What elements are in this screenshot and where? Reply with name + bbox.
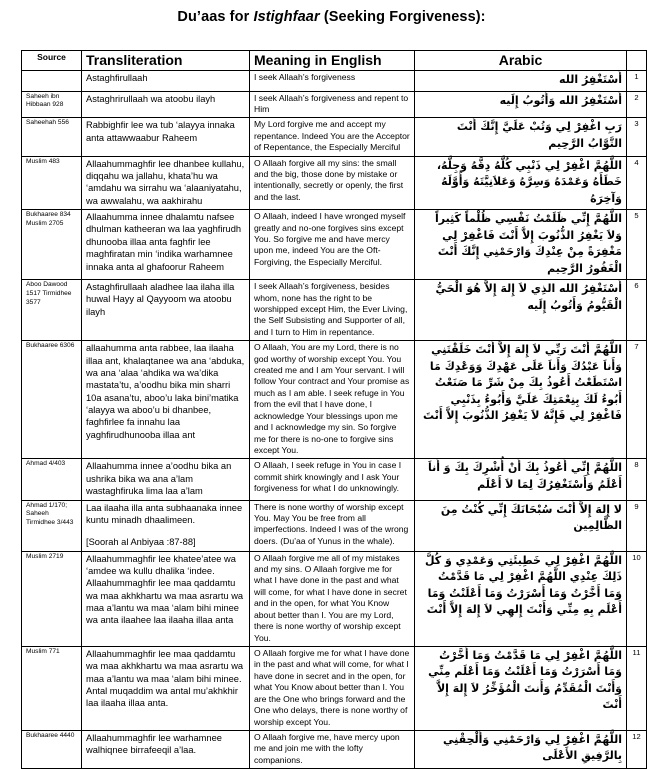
cell-arabic: اللَّهُمَّ اغْفِرْ لِي مَا قَدَّمْتُ وَمَا أَخَّرْتُ وَمَا أَسْرَرْتُ وَمَا أَعْلَنْتُ وَمَا أَعْلَم مِنِّي وَأَنْتَ الْمُقَدِّمُ وَأَنتَ الْمُؤَخِّرُ لاَ إِلهَ إِلاَّ أَنْتَ: [415, 646, 627, 730]
column-header-number: [627, 51, 647, 71]
cell-arabic: اللَّهُمَّ اغْفِرْ لِي ذَنْبِي كُلَّهُ دِقَّهُ وَجِلَّهُ، خَطَأَهُ وَعَمْدَهُ وَسِرَّهُ وَعَلاَنِيَّتَهُ وَأَوَّلَهُ وَآخِرَهُ: [415, 156, 627, 210]
cell-meaning: O Allaah forgive me all of my mistakes and my sins. O Allaah forgive me for what I have done in the past and what will come, for what I have done in secret and in the open, for what You Know about better than I. You are my Lord, there is none worthy of worship except You.: [250, 551, 415, 646]
cell-transliteration: allaahumma anta rabbee, laa ilaaha illaa ant, khalaqtanee wa ana ‘abduka, wa ana ‘alaa ‘ahdika wa wa’dika mastata’tu, a’oodhu bika min sharri 10a asana’tu, aboo’u laka bini’matika ‘alayya wa aboo’u bi dhanbee, faghfirlee fa innahu laa yaghfirudhunooba illaa ant: [82, 341, 250, 459]
cell-source: Ahmad 1/170; Saheeh Tirmidhee 3/443: [22, 500, 82, 551]
cell-transliteration: Rabbighfir lee wa tub ‘alayya innaka anta attawwaabur Raheem: [82, 118, 250, 156]
page-title-italic: Istighfaar: [253, 9, 320, 25]
cell-row-number: 4: [627, 156, 647, 210]
cell-arabic: اللَّهُمَّ إِنِّي أَعُوذُ بِكَ أَنْ أُشْرِكَ بِكَ وَ أَناَ أَعْلَمُ وَأَسْتَغْفِرُكَ لِمَا لاَ أَعْلَم: [415, 459, 627, 500]
cell-arabic: رَبِ اغْفِرْ لِي وَتُبْ عَلَيَّ إِنَّكَ أَنْتَ التَّوَّابُ الرَّحِيم: [415, 118, 627, 156]
cell-arabic: أَسْتَغْفِرُ الله الذِي لاَ إِلهَ إِلاَّ هُوَ الْحَيُّ الْقَيُّومُ وَأَتُوبُ إِلَيه: [415, 280, 627, 341]
cell-transliteration: Astaghrirullaah wa atoobu ilayh: [82, 91, 250, 118]
page-title-prefix: Du’aas for: [177, 9, 254, 25]
cell-row-number: 1: [627, 71, 647, 92]
spacer: [86, 526, 245, 536]
cell-source: Bukhaaree 834 Muslim 2705: [22, 210, 82, 280]
cell-arabic: اللَّهُمَّ إِنِّي ظَلَمْتُ نَفْسِي ظُلْماً كَثِيراً وَلاَ يَغْفِرُ الذُّنُوبَ إِلاَّ أَنْتَ فَاغْفِرْ لِي مَغْفِرَةً مِنْ عِنْدِكَ وَارْحَمْنِي إِنَّكَ أَنْتَ الْغَفُورُ الرَّحِيم: [415, 210, 627, 280]
cell-meaning: O Allaah, indeed I have wronged myself greatly and no-one forgives sins except You. So forgive me and have mercy upon me, indeed You are the Oft-Forgiving, the Especially Merciful.: [250, 210, 415, 280]
column-header-meaning: Meaning in English: [250, 51, 415, 71]
cell-source: Saheeh ibn Hibbaan 928: [22, 91, 82, 118]
cell-source: Bukhaaree 4440: [22, 730, 82, 768]
cell-transliteration: Allaahummaghfir lee dhanbee kullahu, diqqahu wa jallahu, khata’hu wa ‘amdahu wa sirrahu wa ‘alaaniyatahu, wa awwalahu, wa aakhirahu: [82, 156, 250, 210]
cell-arabic: اللَّهُمَّ أَنْتَ رَبِّي لاَ إِلهَ إِلاَّ أَنْتَ خَلَقْتَنِي وَأَناَ عَبْدُكَ وَأَناَ عَلَى عَهْدِكَ وَوَعْدِكَ مَا اسْتَطَعْتُ أَعُوذُ بِكَ مِنْ شَرِّ مَا صَنَعْتُ أَبُوءُ لَكَ بِنِعْمَتِكَ عَلَيَّ وَأَبُوءُ بِذَنْبِي فَاغْفِرْ لِي فَإِنَّهُ لاَ يَغْفِرُ الذُّنُوبَ إِلاَّ أَنْتَ: [415, 341, 627, 459]
cell-arabic: لا إِلهَ إِلاَّ أَنْتَ سُبْحَانَكَ إِنِّي كُنْتُ مِنَ الظَّالِمِين: [415, 500, 627, 551]
cell-meaning: O Allaah forgive me for what I have done in the past and what will come, for what I have done in secret and in the open, for what You Know about better than I. You are the One who brings forward and the One who delays, there is none worthy of worship except You.: [250, 646, 415, 730]
cell-source: Muslim 2719: [22, 551, 82, 646]
cell-meaning: O Allaah, You are my Lord, there is no god worthy of worship except You. You created me and I am Your servant. I will follow Your contract and Your promise as much as I am able. I seek refuge in You from the evil that I have done, I acknowledge Your blessings upon me and I acknowledge my sin. So forgive me for there is no-one to forgive sins except You.: [250, 341, 415, 459]
transliteration-text: Laa ilaaha illa anta subhaanaka innee kuntu minadh dhaalimeen.: [86, 502, 243, 525]
cell-source: Muslim 771: [22, 646, 82, 730]
cell-source: Ahmad 4/403: [22, 459, 82, 500]
cell-source: [22, 71, 82, 92]
table-header: [22, 51, 647, 71]
table-row: [22, 551, 647, 646]
cell-source: Saheehah 556: [22, 118, 82, 156]
cell-row-number: 7: [627, 341, 647, 459]
table-row: [22, 500, 647, 551]
cell-meaning: I seek Allaah’s forgiveness, besides whom, none has the right to be worshipped except Him, the Ever Living, the Self Subsisting and Supporter of all, and I turn to Him in repentance.: [250, 280, 415, 341]
cell-arabic: اللَّهُمَّ اغْفِرْ لِي وَارْحَمْنِي وَأَلْحِقْنِي بِالرَّفِيقِ الأَعْلَى: [415, 730, 627, 768]
table-row: [22, 210, 647, 280]
cell-meaning: My Lord forgive me and accept my repentance. Indeed You are the Acceptor of Repentance, the Especially Merciful: [250, 118, 415, 156]
cell-meaning: I seek Allaah’s forgiveness: [250, 71, 415, 92]
cell-transliteration: Astaghfirullaah: [82, 71, 250, 92]
cell-arabic: أَسْتَغْفِرُ الله: [415, 71, 627, 92]
table-row: [22, 91, 647, 118]
page-title-suffix: (Seeking Forgiveness):: [319, 9, 486, 25]
cell-transliteration: Allaahumma innee a’oodhu bika an ushrika bika wa ana a’lam wastaghfiruka lima laa a’lam: [82, 459, 250, 500]
cell-transliteration: Allaahummaghfir lee warhamnee walhiqnee birrafeeqil a’laa.: [82, 730, 250, 768]
cell-source: Aboo Dawood 1517 Tirmidhee 3577: [22, 280, 82, 341]
table-row: [22, 730, 647, 768]
column-header-transliteration: Transliteration: [82, 51, 250, 71]
table-header-row: [22, 51, 647, 71]
column-header-arabic: Arabic: [415, 51, 627, 71]
cell-row-number: 12: [627, 730, 647, 768]
cell-meaning: I seek Allaah’s forgiveness and repent to Him: [250, 91, 415, 118]
cell-transliteration: Allaahumma innee dhalamtu nafsee dhulman katheeran wa laa yaghfirudh dhunooba illaa anta faghfir lee maghfiratan min ‘indika warhamnee innaka anta al ghafoorur Raheem: [82, 210, 250, 280]
cell-row-number: 9: [627, 500, 647, 551]
cell-arabic: اللَّهُمَّ اغْفِرْ لِي خَطِيئَتِي وَعَمْدِي وَ كُلَّ ذَلِكَ عِنْدِي اللَّهُمَّ اغْفِرْ لِي مَا قَدَّمْتُ وَمَا أَخَّرْتُ وَمَا أَسْرَرْتُ وَمَا أَعْلَنْتُ وَمَا أَعْلَم بِهِ مِنِّي وَأَنْتَ إِلهِي لاَ إِلهَ إِلاَّ أَنْتَ: [415, 551, 627, 646]
cell-row-number: 10: [627, 551, 647, 646]
transliteration-reference: [Soorah al Anbiyaa :87-88]: [86, 537, 196, 548]
cell-meaning: There is none worthy of worship except You. May You be free from all imperfections. Indeed I was of the wrong doers. (Du’aa of Yunus in the whale).: [250, 500, 415, 551]
cell-row-number: 2: [627, 91, 647, 118]
table-row: [22, 280, 647, 341]
cell-arabic: أَسْتَغْفِرُ الله وَأَتُوبُ إِلَيه: [415, 91, 627, 118]
cell-meaning: O Allaah, I seek refuge in You in case I commit shirk knowingly and I ask Your forgiveness for what I do unknowingly.: [250, 459, 415, 500]
cell-transliteration: Allaahummaghfir lee khatee’atee wa ‘amdee wa kullu dhalika ‘indee. Allaahummaghfir lee maa qaddamtu wa maa akhkhartu wa maa asrartu wa maa a’lantu wa maa ‘alam bihi minee wa anta ilaahee laa ilaaha illaa anta: [82, 551, 250, 646]
cell-meaning: O Allaah forgive all my sins: the small and the big, those done by mistake or intentionally, secretly or openly, the first and the last.: [250, 156, 415, 210]
cell-row-number: 6: [627, 280, 647, 341]
page-title: [0, 0, 663, 25]
duaas-table: [21, 50, 647, 769]
cell-row-number: 11: [627, 646, 647, 730]
cell-source: Muslim 483: [22, 156, 82, 210]
cell-source: Bukhaaree 6306: [22, 341, 82, 459]
table-row: [22, 156, 647, 210]
table-row: [22, 118, 647, 156]
cell-row-number: 5: [627, 210, 647, 280]
table-body: [22, 71, 647, 769]
cell-transliteration: Astaghfirullaah aladhee laa ilaha illa huwal Hayy al Qayyoom wa atoobu ilayh: [82, 280, 250, 341]
table-row: [22, 459, 647, 500]
column-header-source: Source: [22, 51, 82, 71]
table-row: [22, 341, 647, 459]
cell-transliteration: [82, 500, 250, 551]
cell-transliteration: Allaahummaghfir lee maa qaddamtu wa maa akhkhartu wa maa asrartu wa maa a’lantu wa maa ‘alam bihi minee. Antal muqaddim wa antal mu’akhkhir laa ilaaha illaa anta.: [82, 646, 250, 730]
table-row: [22, 71, 647, 92]
cell-row-number: 8: [627, 459, 647, 500]
cell-row-number: 3: [627, 118, 647, 156]
table-row: [22, 646, 647, 730]
cell-meaning: O Allaah forgive me, have mercy upon me and join me with the lofty companions.: [250, 730, 415, 768]
